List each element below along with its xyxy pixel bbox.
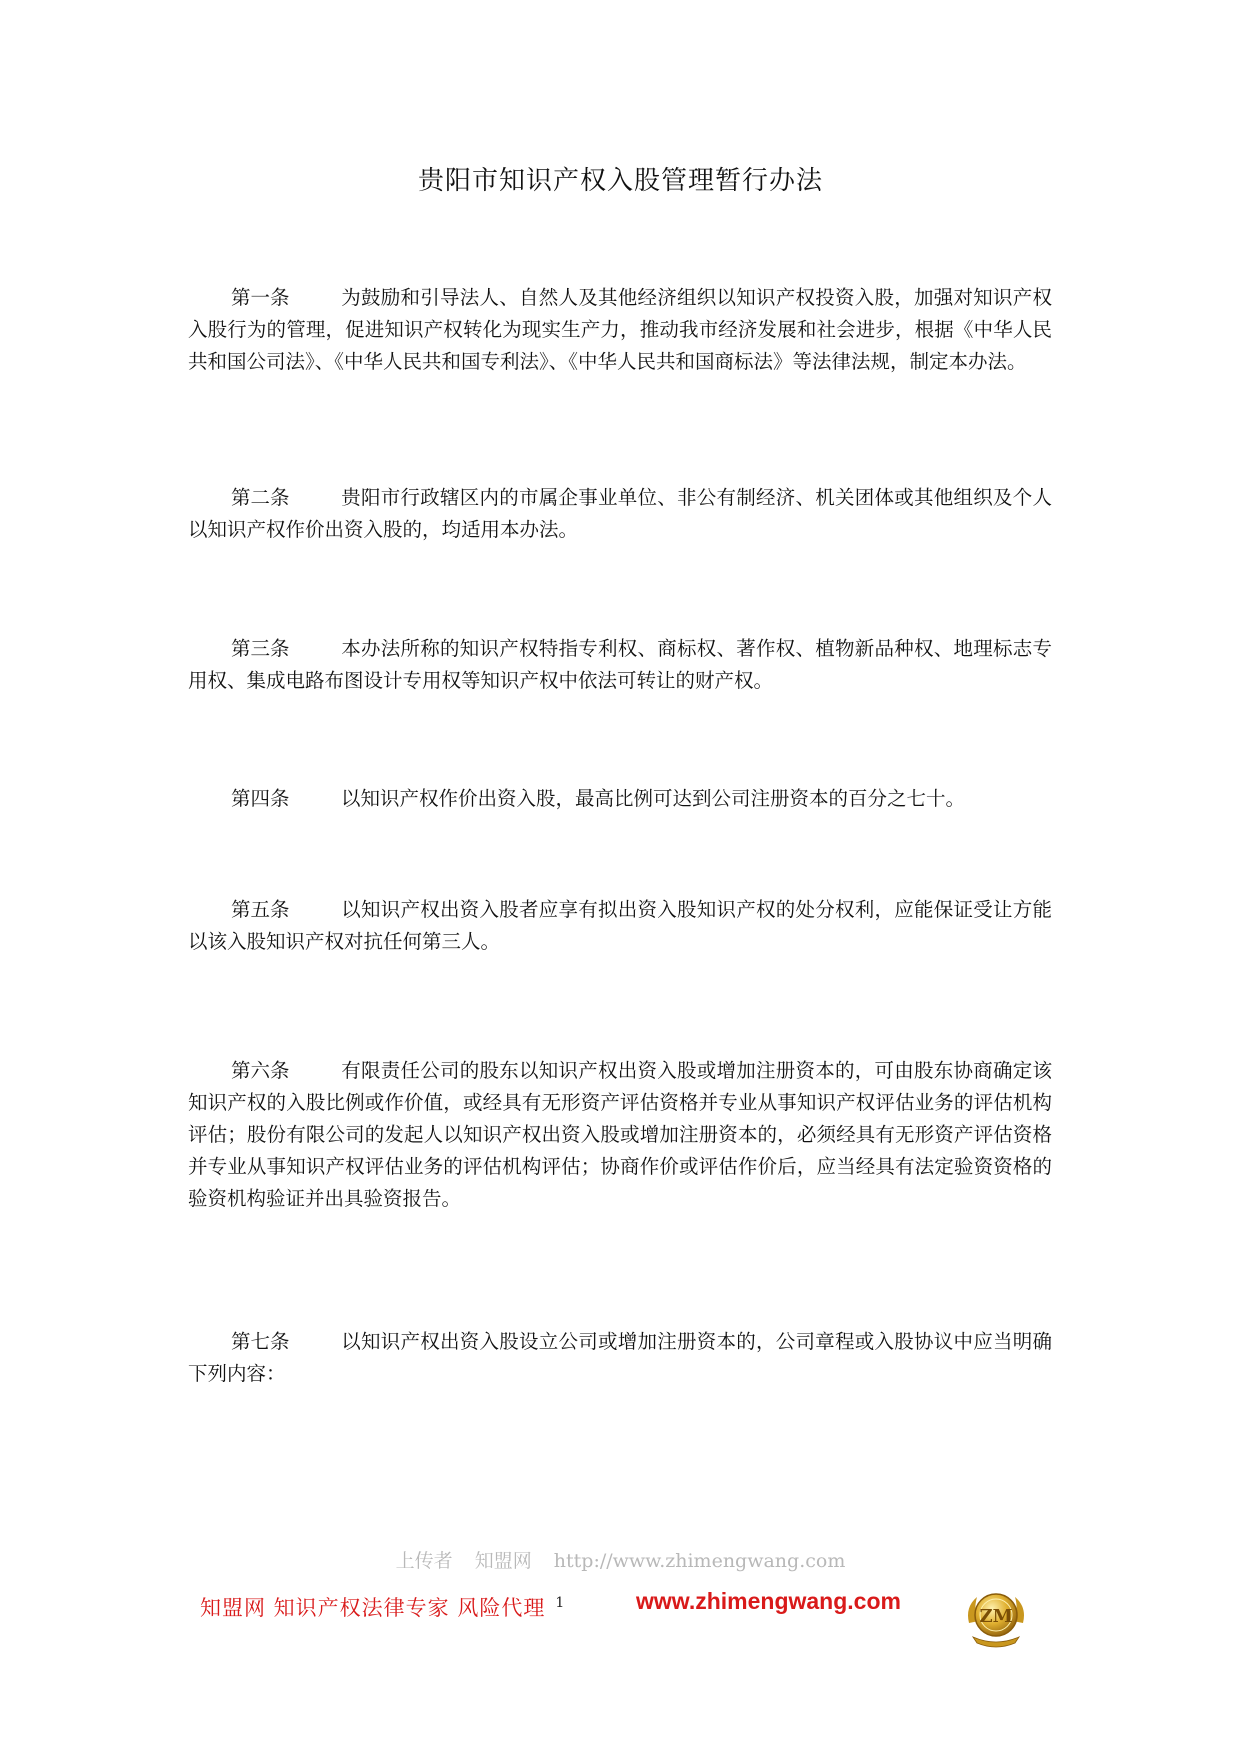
article-label: 第五条	[231, 898, 290, 921]
article-6	[188, 1055, 1052, 1215]
zhimeng-logo-icon	[963, 1585, 1029, 1651]
article-text: 贵阳市行政辖区内的市属企事业单位、非公有制经济、机关团体或其他组织及个人以知识产权作价出资入股的，均适用本办法。	[188, 486, 1052, 541]
article-5	[188, 894, 1052, 958]
page-number: 1	[555, 1595, 566, 1611]
article-2	[188, 482, 1052, 546]
article-label: 第六条	[231, 1059, 290, 1082]
watermark-uploader: 上传者	[395, 1550, 453, 1572]
footer-url[interactable]: www.zhimengwang.com	[636, 1588, 901, 1614]
article-text: 以知识产权出资入股设立公司或增加注册资本的，公司章程或入股协议中应当明确下列内容：	[188, 1330, 1052, 1385]
footer-slogan-line	[200, 1592, 565, 1622]
watermark-url: http://www.zhimengwang.com	[553, 1550, 846, 1572]
document-title: 贵阳市知识产权入股管理暂行办法	[417, 166, 823, 196]
article-text: 本办法所称的知识产权特指专利权、商标权、著作权、植物新品种权、地理标志专用权、集成电路布图设计专用权等知识产权中依法可转让的财产权。	[188, 637, 1052, 692]
watermark	[0, 1546, 1241, 1573]
article-text: 以知识产权出资入股者应享有拟出资入股知识产权的处分权利，应能保证受让方能以该入股知识产权对抗任何第三人。	[188, 898, 1052, 953]
article-text: 有限责任公司的股东以知识产权出资入股或增加注册资本的，可由股东协商确定该知识产权的入股比例或作价值，或经具有无形资产评估资格并专业从事知识产权评估业务的评估机构评估；股份有限公司的发起人以知识产权出资入股或增加注册资本的，必须经具有无形资产评估资格并专业从事知识产权评估业务的评估机构评估；协商作价或评估作价后，应当经具有法定验资资格的验资机构验证并出具验资报告。	[188, 1059, 1052, 1210]
article-label: 第一条	[231, 286, 290, 309]
logo-letters: ZM	[979, 1606, 1013, 1627]
article-text: 为鼓励和引导法人、自然人及其他经济组织以知识产权投资入股，加强对知识产权入股行为的管理，促进知识产权转化为现实生产力，推动我市经济发展和社会进步，根据《中华人民共和国公司法》、《中华人民共和国专利法》、《中华人民共和国商标法》等法律法规，制定本办法。	[188, 286, 1052, 373]
footer-slogan: 知盟网 知识产权法律专家 风险代理	[200, 1596, 546, 1620]
article-4	[188, 783, 1052, 815]
article-label: 第四条	[231, 787, 290, 810]
article-3	[188, 633, 1052, 697]
watermark-site: 知盟网	[474, 1550, 532, 1572]
article-label: 第二条	[231, 486, 290, 509]
article-text: 以知识产权作价出资入股，最高比例可达到公司注册资本的百分之七十。	[341, 787, 966, 810]
article-1	[188, 282, 1052, 378]
article-7	[188, 1326, 1052, 1390]
article-label: 第三条	[231, 637, 290, 660]
article-label: 第七条	[231, 1330, 290, 1353]
